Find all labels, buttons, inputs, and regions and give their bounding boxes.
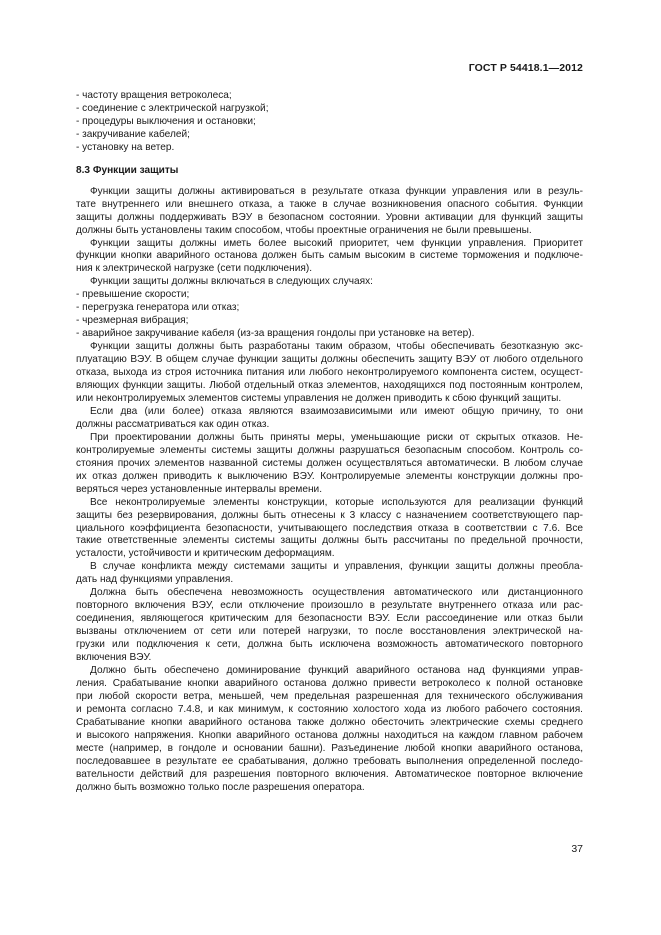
paragraph-10 xyxy=(76,665,583,795)
page-content xyxy=(76,90,583,795)
list-item: - чрезмерная вибрация; xyxy=(76,315,189,327)
paragraph-8 xyxy=(76,561,583,587)
paragraph-line: и ремонта согласно 7.4.8, и как минимум, к состоянию холостого хода из любого рабочего состояния. xyxy=(76,703,583,715)
page-number: 37 xyxy=(571,843,583,855)
paragraph-line: веряться через установленные интервалы времени. xyxy=(76,483,323,495)
paragraph-line: усталости, устойчивости и критическим деформациям. xyxy=(76,548,335,560)
paragraph-line: повторного включения ВЭУ, если отключение произошло в результате внутреннего отказа или рас- xyxy=(76,600,583,612)
paragraph-line: Срабатывание кнопки аварийного останова также должно обесточить электрические схемы среднего xyxy=(76,716,583,728)
paragraph-4 xyxy=(76,341,583,406)
paragraph-line: Если два (или более) отказа являются взаимозависимыми или имеют общую причину, то они xyxy=(90,405,583,417)
paragraph-line: и высокого напряжения. Кнопки аварийного останова должны находиться на каждом главном рабочем xyxy=(76,729,583,741)
paragraph-line: ления. Срабатывание кнопки аварийного останова должно привести ветроколесо к полной остановке xyxy=(76,677,583,689)
paragraph-line: циального коэффициента безопасности, учитывающего последствия отказа в соответствии с 7.6. Все xyxy=(76,522,583,534)
paragraph-9 xyxy=(76,587,583,665)
top-list xyxy=(76,90,583,155)
paragraph-line: Функции защиты должны иметь более высокий приоритет, чем функции управления. Приоритет xyxy=(90,237,583,249)
paragraph-5 xyxy=(76,406,583,432)
document-id-header: ГОСТ Р 54418.1—2012 xyxy=(468,62,583,74)
paragraph-1 xyxy=(76,186,583,238)
paragraph-line: Функции защиты должны включаться в следующих случаях: xyxy=(90,276,373,288)
paragraph-line: тате внутреннего или внешнего отказа, а также в случае возникновения опасного события. Функции xyxy=(76,198,583,210)
paragraph-line: Должно быть обеспечено доминирование функций аварийного останова над функциями управ- xyxy=(90,664,583,676)
paragraph-line: их отказ должен приводить к выключению ВЭУ. Контролируемые элементы конструкции должны про- xyxy=(76,470,583,482)
paragraph-line: функции кнопки аварийного останова должен быть самым высоким в системе торможения и подключе- xyxy=(76,250,583,262)
list-item: - соединение с электрической нагрузкой; xyxy=(76,102,269,114)
paragraph-line: грузки или подключения к сети, должна быть исключена возможность автоматического повторного xyxy=(76,639,583,651)
paragraph-line: включения ВЭУ. xyxy=(76,652,152,664)
paragraph-line: должны быть установлены таким способом, чтобы проектные ограничения не были превышены. xyxy=(76,224,532,236)
paragraph-line: такие ответственные элементы системы защиты должны быть рассчитаны по предельной прочности, xyxy=(76,535,583,547)
list-item: - закручивание кабелей; xyxy=(76,128,190,140)
paragraph-3 xyxy=(76,276,583,341)
paragraph-line: Функции защиты должны активироваться в результате отказа функции управления или в резуль- xyxy=(90,185,583,197)
paragraph-line: защиты без резервирования, должны быть отнесены к 3 классу с назначением соответствующего пар- xyxy=(76,509,583,521)
paragraph-2 xyxy=(76,238,583,277)
paragraph-line: последовавшее в результате ее срабатывания, должно требовать выполнения определенной последо- xyxy=(76,755,583,767)
paragraph-line: Должна быть обеспечена невозможность осуществления автоматического или дистанционного xyxy=(90,587,583,599)
paragraph-7 xyxy=(76,497,583,562)
list-item: - превышение скорости; xyxy=(76,289,190,301)
paragraph-line: защиты должны поддерживать ВЭУ в безопасном состоянии. Уровни активации для функций защиты xyxy=(76,211,583,223)
paragraph-6 xyxy=(76,432,583,497)
paragraph-line: должны рассматриваться как один отказ. xyxy=(76,418,270,430)
paragraph-line: должно быть возможно только после разрешения оператора. xyxy=(76,781,365,793)
paragraph-line: или неконтролируемых элементов системы управления не должен приводить к сбою функций защиты. xyxy=(76,392,562,404)
paragraph-line: плуатацию ВЭУ. В общем случае функции защиты должны обеспечить защиту ВЭУ от любого отдельного xyxy=(76,354,583,366)
paragraph-line: контролируемые элементы системы защиты должны разрушаться безопасным способом. Контроль со- xyxy=(76,444,583,456)
list-item: - аварийное закручивание кабеля (из-за вращения гондолы при установке на ветер). xyxy=(76,328,475,340)
paragraph-line: месте (например, в гондоле и основании башни). Разъединение любой кнопки аварийного останова, xyxy=(76,742,583,754)
paragraph-line: вызваны отключением от сети или потерей нагрузки, то после восстановления электрической на- xyxy=(76,626,583,638)
paragraph-line: отказа, выхода из строя источника питания или любого неконтролируемого компонента систем, осущест- xyxy=(76,367,583,379)
paragraph-line: соединения, являющегося критическим для безопасности ВЭУ. Если рассоединение или отказ были xyxy=(76,613,583,625)
paragraph-line: При проектировании должны быть приняты меры, уменьшающие риски от скрытых отказов. Не- xyxy=(90,431,583,443)
section-title: 8.3 Функции защиты xyxy=(76,164,179,176)
list-item: - установку на ветер. xyxy=(76,141,175,153)
paragraph-line: при любой скорости ветра, меньшей, чем предельная разрешенная для технического обслуживания xyxy=(76,690,583,702)
paragraph-line: Все неконтролируемые элементы конструкции, которые используются для реализации функций xyxy=(90,496,583,508)
list-item: - частоту вращения ветроколеса; xyxy=(76,90,232,101)
paragraph-line: Функции защиты должны быть разработаны таким образом, чтобы обеспечивать безотказную экс- xyxy=(90,341,583,353)
paragraph-line: вляющих функции защиты. Любой отдельный отказ элементов, находящихся под постоянным контролем, xyxy=(76,380,583,392)
paragraph-line: В случае конфликта между системами защиты и управления, функции защиты должны преобла- xyxy=(90,561,583,573)
paragraph-line: стояния прочих элементов названной системы должен осуществляться автоматически. В любом случае xyxy=(76,457,583,469)
paragraph-line: дать над функциями управления. xyxy=(76,574,234,586)
paragraph-line: вательности действий для разрешения повторного включения. Автоматическое повторное включение xyxy=(76,768,583,780)
list-item: - процедуры выключения и остановки; xyxy=(76,115,256,127)
paragraph-line: ния к электрической нагрузке (сети подключения). xyxy=(76,263,313,275)
list-item: - перегрузка генератора или отказ; xyxy=(76,302,240,314)
